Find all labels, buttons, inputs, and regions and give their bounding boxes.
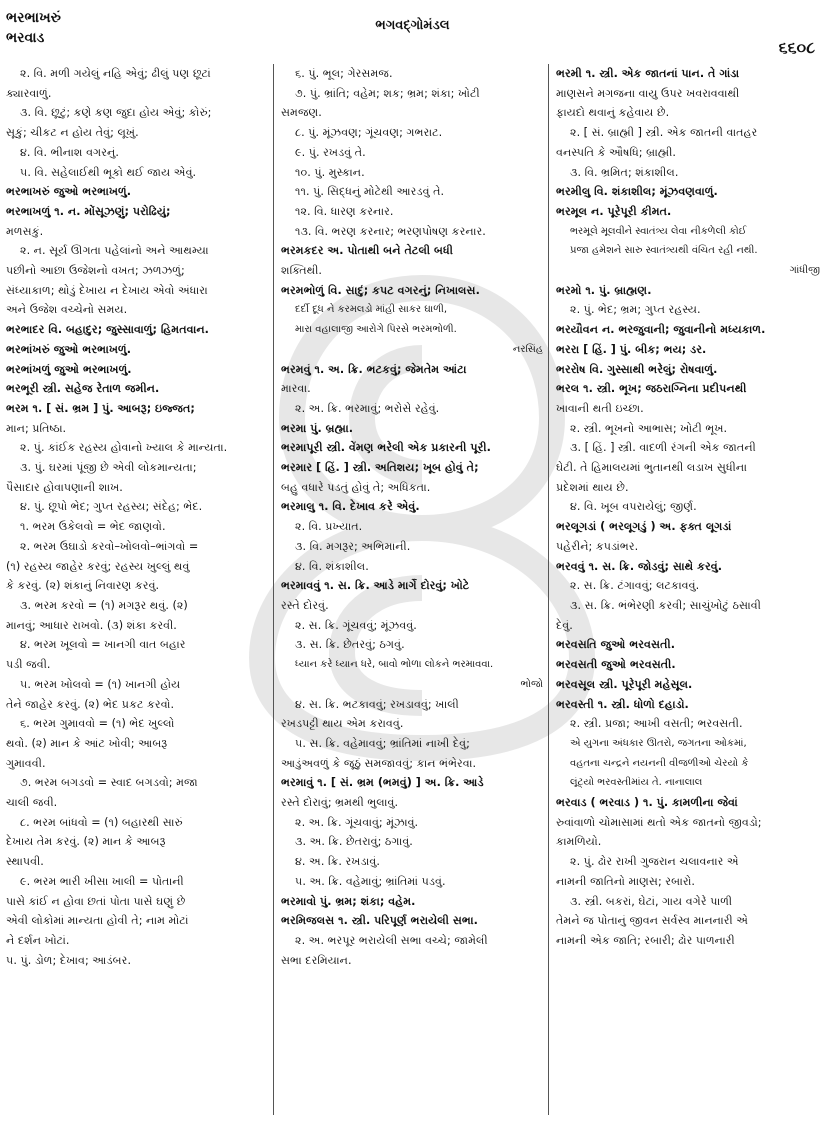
entry-headword-line: ભરમભોળું વિ. સાદું; કપટ વગરનું; નિખાલસ.	[281, 283, 480, 297]
entry-line: ધ્યાન કરે ધ્યાન ધરે, બાવો ભોળા લોકને ભરમાવવા.	[295, 659, 494, 671]
entry-headword-line: ભરમકદર અ. પોતાથી બને તેટલી બધી	[281, 244, 453, 258]
entry-line: ઘેટી. તે હિમાલયમાં ભુતાનથી લડાખ સુધીના	[556, 461, 747, 475]
entry-line: ૯. પું. રખડવું તે.	[295, 145, 366, 159]
entry-line: પૈસાદાર હોવાપણાની શાખ.	[6, 480, 123, 494]
entry-line: તેને જાહેર કરવું. (૨) ભેદ પ્રકટ કરવો.	[6, 697, 175, 711]
entry-headword-line: ભરભાખરું જુઓ ભરભાખળું.	[6, 185, 132, 199]
entry-headword-line: ભરભાંખળું જુઓ ભરભાખળું.	[6, 362, 132, 376]
entry-line: ૩. વિ. છૂટું; કણે કણ જુદા હોય એવું; કોરું;	[20, 106, 212, 120]
entry-line: ૧૦. પું. મુસ્કાન.	[295, 165, 365, 179]
entry-line: (૧) રહસ્ય જાહેર કરવું; રહસ્ય ખુલ્લું થવું	[6, 559, 190, 573]
entry-headword-line: ભરમી ૧. સ્ત્રી. એક જાતનાં પાન. તે ગાંડા	[556, 67, 740, 80]
entry-headword-line: ભરભૂરી સ્ત્રી. સહેજ રેતાળ જમીન.	[6, 382, 160, 396]
entry-headword-line: ભરમો ૧. પું. બ્રાહ્મણ.	[556, 283, 652, 297]
entry-line: ગાંધીજી	[789, 265, 820, 277]
entry-line: કામળિયો.	[556, 835, 602, 849]
entry-line: નરસિંહ	[512, 343, 543, 355]
column-left	[6, 64, 268, 1115]
entry-headword-line: ભરવસૂલ સ્ત્રી. પૂરેપૂરી મહેસૂલ.	[556, 677, 693, 691]
entry-line: ૪. વિ. ખૂબ વપરાયેલું; જીર્ણ.	[570, 500, 697, 514]
entry-line: એ યુગના અંધકાર ઊતરો, જગતના ઓકમાં,	[570, 737, 747, 749]
page-header	[0, 0, 825, 60]
entry-line: ૨. અ. ક્રિ. ભરમાવું; ભરોસે રહેવું.	[295, 401, 440, 415]
entry-headword-line: ભરભાંખરું જુઓ ભરભાખળું.	[6, 342, 132, 356]
page-number: ૬૬૦૮	[778, 38, 815, 57]
entry-headword-line: ભરવસતી જુઓ ભરવસતી.	[556, 658, 676, 672]
entry-line: ૪. વિ. શંકાશીલ.	[295, 559, 369, 573]
entry-line: ૨. ભરમ ઉઘાડો કરવો–ખોલવો–ભાંગવો =	[20, 539, 199, 553]
entry-line: ૨. વિ. પ્રખ્યાત.	[295, 520, 363, 534]
entry-headword-line: ભરવવું ૧. સ. ક્રિ. જોડવું; સાથે કરવું.	[556, 559, 723, 573]
entry-line: ૫. ભરમ ખોલવો = (૧) ખાનગી હોય	[20, 677, 181, 691]
entry-line: ૨. સ્ત્રી. ભૂખનો આભાસ; ખોટી ભૂખ.	[570, 421, 728, 435]
entry-line: વહતના ચન્દ્રને નયનની વીજળીઓ ચેરયો કે	[570, 757, 749, 769]
entry-line: કે કરવું. (૨) શંકાનું નિવારણ કરવું.	[6, 579, 160, 593]
column-divider	[548, 64, 549, 1115]
entry-line: ૨. પું. કાંઈક રહસ્ય હોવાનો ખ્યાલ કે માન્યતા.	[20, 441, 228, 455]
entry-headword-line: ભરમા પું. બ્રહ્મા.	[281, 421, 354, 435]
entry-line: ૧૩. વિ. ભરણ કરનાર; ભરણપોષણ કરનાર.	[295, 224, 486, 238]
entry-line: ૭. પું. ભ્રાંતિ; વહેમ; શક; ભ્રમ; શંકા; ખોટી	[295, 86, 480, 100]
entry-line: ૨. સ. ક્રિ. ગૂંચવવું; મૂંઝવવું.	[295, 618, 417, 632]
entry-line: રસ્તે દોરવું.	[281, 598, 329, 612]
entry-headword-line: ભરમૂલ ન. પૂરેપૂરી કીમત.	[556, 204, 672, 218]
entry-line: ૪. સ. ક્રિ. ભટકાવવું; રખડાવવું; ખાલી	[295, 697, 459, 711]
entry-line: માન; પ્રતિષ્ઠા.	[6, 421, 67, 435]
guide-word-top: ભરભાખરું	[6, 10, 61, 26]
entry-line: ૬. ભરમ ગુમાવવો = (૧) ભેદ ખુલ્લો	[20, 717, 175, 731]
entry-line: સમજણ.	[281, 106, 322, 120]
entry-headword-line: ભરભાદર વિ. બહાદુર; જુસ્સાવાળું; હિમતવાન.	[6, 323, 209, 337]
entry-line: પડી જવી.	[6, 658, 51, 672]
entry-line: સ્થાપવી.	[6, 855, 44, 869]
entry-line: નામની એક જાતિ; રબારી; ઢોર પાળનારી	[556, 933, 735, 947]
entry-line: સભા દરમિયાન.	[281, 953, 352, 967]
entry-line: ૮. ભરમ બાંધવો = (૧) બહારથી સારું	[20, 815, 183, 829]
entry-line: પાસે કાંઈ ન હોવા છતાં પોતા પાસે ઘણું છે	[6, 894, 186, 908]
entry-line: ૨. સ્ત્રી. પ્રજા; આખી વસતી; ભરવસતી.	[570, 717, 743, 731]
entry-line: ૨. અ. ક્રિ. ગૂંચવાવું; મૂંઝાવું.	[295, 815, 419, 829]
entry-line: ૪. વિ. ભીનાશ વગરનું.	[20, 145, 119, 159]
entry-line: ૫. અ. ક્રિ. વહેમાવું; ભ્રાંતિમાં પડવું.	[295, 874, 446, 888]
entry-line: મારા વહાલાજી આરોગે પિરસે ભરમભોળી.	[295, 324, 457, 336]
entry-line: એવી લોકોમાં માન્યતા હોવી તે; નામ મોટાં	[6, 914, 189, 928]
entry-line: ૩. અ. ક્રિ. છેતરાવું; ઠગાવું.	[295, 835, 413, 849]
entry-line: ૫. વિ. સહેલાઈથી ભૂકો થઈ જાય એવું.	[20, 165, 197, 179]
entry-line: ૪. ભરમ ખૂલવો = ખાનગી વાત બહાર	[20, 638, 186, 652]
entry-line: અને ઉજેશ વચ્ચેનો સમય.	[6, 303, 128, 317]
entry-line: ૩. વિ. મગરૂર; અભિમાની.	[295, 539, 411, 553]
entry-line: તેમને જ પોતાનું જીવન સર્વસ્વ માનનારી એ	[556, 914, 749, 928]
entry-headword-line: ભરવસતિ જુઓ ભરવસતી.	[556, 638, 675, 652]
entry-line: ફાયદો થવાનું કહેવાય છે.	[556, 106, 670, 120]
entry-line: ૫. સ. ક્રિ. વહેમાવવું; ભ્રાંતિમાં નાખી દેવું;	[295, 736, 470, 750]
entry-line: મારવા.	[281, 382, 311, 396]
entry-headword-line: ભરવસ્તી ૧. સ્ત્રી. ધોળો દહાડો.	[556, 697, 689, 711]
column-middle	[281, 64, 543, 1115]
entry-line: ૪. પું. છૂપો ભેદ; ગુપ્ત રહસ્ય; સંદેહ; ભેદ.	[20, 500, 203, 514]
entry-line: ને દર્શન ખોટાં.	[6, 933, 70, 947]
entry-headword-line: ભરમાર [ હિં. ] સ્ત્રી. અતિશય; ખૂબ હોવું તે;	[281, 461, 479, 475]
entry-line: ૨. વિ. મળી ગયેલું નહિ એવું; ઢીલું પણ છૂટાં	[20, 67, 211, 80]
entry-line: ૩. સ. ક્રિ. છેતરવું; ઠગવું.	[295, 638, 405, 652]
entry-headword-line: ભરમાવું ૧. [ સં. ભ્રમ (ભમવું) ] અ. ક્રિ. આડે	[281, 776, 484, 790]
entry-line: પછીનો આછા ઉજેશનો વખત; ઝળઝળું;	[6, 264, 185, 278]
entry-headword-line: ભરમાવવું ૧. સ. ક્રિ. આડે માર્ગે દોરવું; ખોટે	[281, 579, 470, 593]
entry-line: પહેરીને; કપડાંભર.	[556, 539, 639, 553]
entry-line: ૪. અ. ક્રિ. રખડાવું.	[295, 855, 380, 869]
entry-line: પ્રદેશમાં થાય છે.	[556, 480, 629, 494]
column-divider	[273, 64, 274, 1115]
entry-headword-line: ભરવાડ ( ભરવાડ ) ૧. પું. કામળીના જેવાં	[556, 796, 738, 810]
entry-line: થવો. (૨) માન કે આંટ ખોવી; આબરૂ	[6, 736, 168, 750]
entry-headword-line: ભરલ ૧. સ્ત્રી. ભૂખ; જઠરાગ્નિના પ્રદીપનથી	[556, 382, 747, 396]
entry-line: ભરમૂલે મૂલવીને સ્વાતંત્ર્ય લેવા નીકળેલી કોઈ	[570, 225, 747, 237]
entry-headword-line: ભરમવું ૧. અ. ક્રિ. ભટકવું; જેમતેમ આંટા	[281, 362, 467, 376]
entry-headword-line: ભરમાવો પું. ભ્રમ; શંકા; વહેમ.	[281, 894, 416, 908]
entry-headword-line: ભરયૌવન ન. ભરજુવાની; જુવાનીનો મધ્યકાળ.	[556, 323, 766, 337]
entry-line: ૨. પું. ભેદ; ભ્રમ; ગુપ્ત રહસ્ય.	[570, 303, 701, 317]
entry-line: રુવાંવાળો ચોમાસામાં થતો એક જાતનો જીવડો;	[556, 815, 762, 829]
entry-line: ૯. ભરમ ભારી ખીસા ખાલી = પોતાની	[20, 874, 184, 888]
entry-line: બહુ વધારે પડતું હોવું તે; અધિકતા.	[281, 480, 431, 494]
running-title: ભગવદ્ગોમંડલ	[375, 18, 450, 33]
entry-headword-line: ભરમાલુ ૧. વિ. દેખાવ કરે એવું.	[281, 500, 420, 514]
entry-headword-line: ભરમાપૂરી સ્ત્રી. વેંમણ ભરેલી એક પ્રકારની પૂરી.	[281, 441, 491, 455]
entry-line: ૫. પું. ડોળ; દેખાવ; આડંબર.	[6, 953, 132, 967]
entry-line: ખાવાની થતી ઇચ્છા.	[556, 401, 644, 415]
entry-line: ૩. સ્ત્રી. બકરાં, ઘેટાં, ગાય વગેરે પાળી	[570, 894, 733, 908]
entry-line: ૩. [ હિં. ] સ્ત્રી. વાદળી રંગની એક જાતની	[570, 441, 756, 455]
entry-line: ૧૧. પું. સિદ્ધનું મોટેથી આરડવું તે.	[295, 185, 445, 199]
entry-line: લૂંટ્યો ભરવસ્તીમાંય તે. નાનાલાલ	[570, 777, 703, 789]
entry-line: આડુંઅવળું કે જૂઠું સમજાવવું; કાન ભંભેરવા.	[281, 756, 477, 770]
entry-headword-line: ભરભાખળું ૧. ન. મોંસૂઝણું; પરોઢિયું;	[6, 204, 171, 218]
entry-line: મળસકું.	[6, 224, 44, 238]
entry-line: ૨. સ. ક્રિ. ટંગાવવું; લટકાવવું.	[570, 579, 700, 593]
entry-line: વનસ્પતિ કે ઔષધિ; બ્રાહ્મી.	[556, 145, 676, 159]
entry-line: ૧૨. વિ. ધારણ કરનાર.	[295, 204, 394, 218]
entry-line: માનવું; આધાર રાખવો. (૩) શંકા કરવી.	[6, 618, 177, 632]
entry-line: ૭. ભરમ બગડવો = સ્વાદ બગડવો; મજા	[20, 776, 198, 790]
column-right	[556, 64, 820, 1115]
entry-headword-line: ભરમીલુ વિ. શંકાશીલ; મૂંઝવણવાળું.	[556, 185, 718, 199]
entry-line: રસ્તે દોરાવું; ભ્રમથી ભુલાવું.	[281, 796, 399, 810]
entry-line: ૮. પું. મૂંઝવણ; ગૂંચવણ; ગભરાટ.	[295, 126, 443, 140]
entry-line: દેવું.	[556, 618, 573, 632]
entry-line: પ્રજા હમેશને સારુ સ્વાતંત્ર્યથી વંચિત રહી નથી.	[570, 245, 758, 257]
entry-headword-line: ભરમિજલસ ૧. સ્ત્રી. પરિપૂર્ણ ભરાયેલી સભા.	[281, 914, 478, 928]
entry-line: દેખાય તેમ કરવું. (૨) માન કે આબરૂ	[6, 835, 166, 849]
entry-line: સૂકું; ચીકટ ન હોય તેવું; લૂખું.	[6, 126, 139, 140]
entry-line: ૨. પું. ઢોર રાખી ગુજરાન ચલાવનાર એ	[570, 855, 739, 869]
entry-line: ૩. વિ. ભ્રમિત; શંકાશીલ.	[570, 165, 679, 179]
entry-headword-line: ભરરોષ વિ. ગુસ્સાથી ભરેલું; રોષવાળું.	[556, 362, 718, 376]
entry-line: ૨. ન. સૂર્ય ઊગતા પહેલાંનો અને આથમ્યા	[20, 244, 209, 258]
entry-headword-line: ભરમ ૧. [ સં. ભ્રમ ] પું. આબરૂ; ઇજ્જત;	[6, 401, 195, 415]
entry-line: ૩. સ. ક્રિ. ભંભેરણી કરવી; સાચુંખોટું ઠસાવી	[570, 598, 761, 612]
entry-line: સંધ્યાકાળ; થોડું દેખાય ન દેખાય એવો અંધારા	[6, 283, 208, 297]
entry-line: રખડપટ્ટી થાય એમ કરાવવું.	[281, 717, 404, 731]
entry-line: ૬. પું. ભૂલ; ગેરસમજ.	[295, 67, 393, 80]
entry-line: ૨. અ. ભરપૂર ભરાયેલી સભા વચ્ચે; જામેલી	[295, 933, 488, 947]
entry-line: ૩. પું. ઘરમાં પૂંજી છે એવી લોકમાન્યતા;	[20, 461, 197, 475]
entry-line: દર્દી દૂધ ને કરમલડો માંહી સાકર ઘાળી,	[295, 304, 448, 316]
entry-line: માણસને મગજના વાયુ ઉપર ખવરાવવાથી	[556, 86, 740, 100]
entry-line: ગુમાવવી.	[6, 756, 46, 770]
entry-line: ૩. ભરમ કરવો = (૧) મગરૂર થવું. (૨)	[20, 598, 188, 612]
guide-word-bottom: ભરવાડ	[6, 30, 45, 46]
entry-line: ૨. [ સં. બ્રાહ્મી ] સ્ત્રી. એક જાતની વાતહર	[570, 126, 758, 140]
entry-line: ભોજો	[520, 678, 543, 690]
entry-headword-line: ભરલૂગડાં ( ભરલૂગડું ) અ. ફક્ત લૂગડાં	[556, 520, 732, 534]
entry-line: ક્યારવાળું.	[6, 86, 52, 100]
entry-line: શક્તિથી.	[281, 264, 322, 278]
entry-headword-line: ભરરા [ હિં. ] પું. બીક; ભય; ડર.	[556, 342, 707, 356]
entry-line: ચાલી જવી.	[6, 796, 58, 810]
entry-line: નામની જાતિનો માણસ; રબારો.	[556, 874, 695, 888]
entry-line: ૧. ભરમ ઉકેલવો = ભેદ જાણવો.	[20, 520, 166, 534]
